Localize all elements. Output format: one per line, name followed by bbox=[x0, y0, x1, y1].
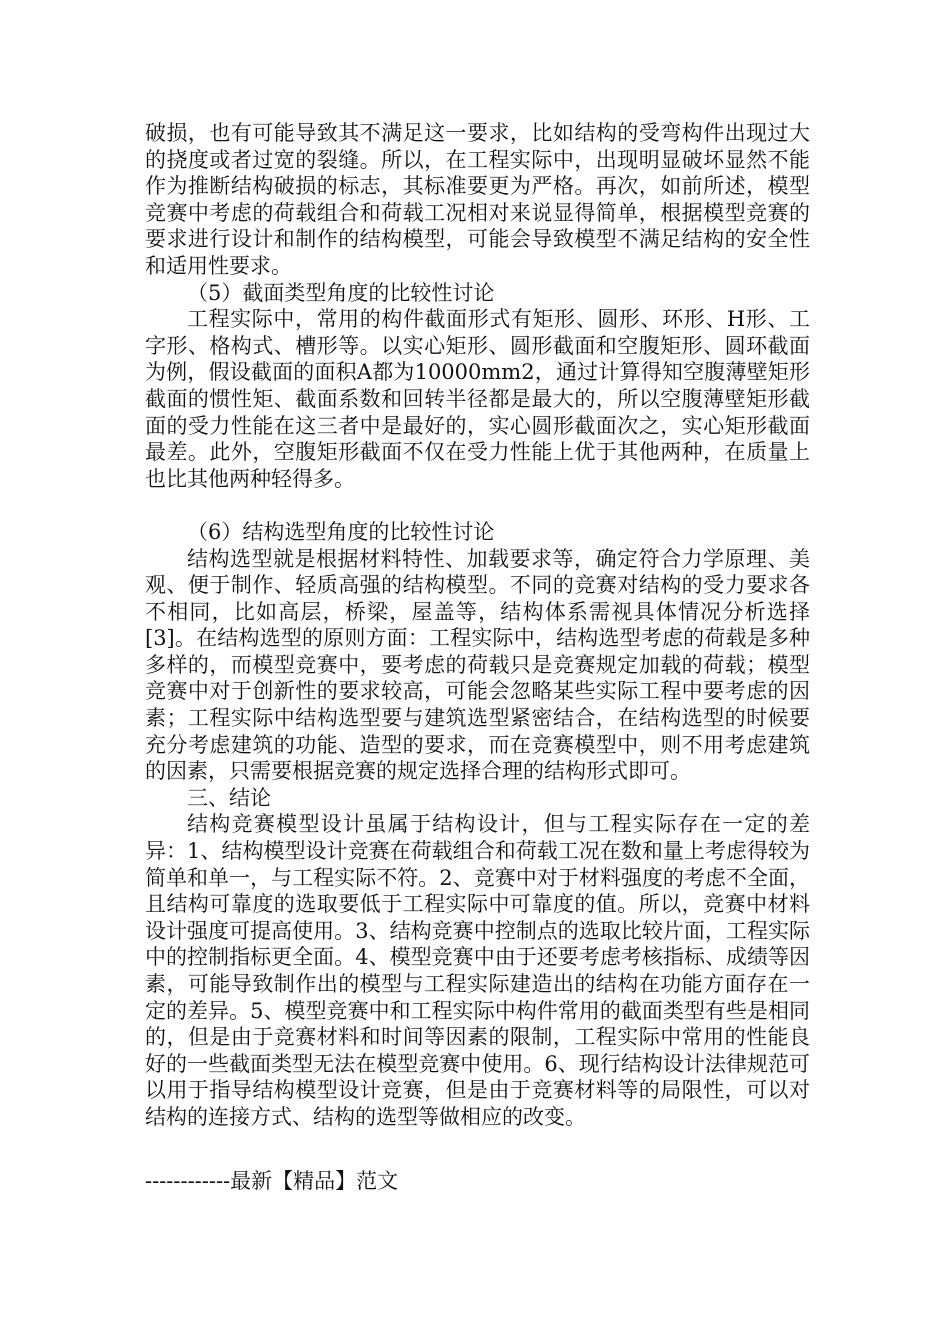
paragraph-continuation: 破损，也有可能导致其不满足这一要求，比如结构的受弯构件出现过大的挠度或者过宽的裂缝。所以，在工程实际中，出现明显破坏显然不能作为推断结构破损的标志，其标准要更为严格。再次，如前所述，模型竞赛中考虑的荷载组合和荷载工况相对来说显得简单，根据模型竞赛的要求进行设计和制作的结构模型，可能会导致模型不满足结构的安全性和适用性要求。 bbox=[145, 121, 810, 278]
section-heading-conclusion: 三、结论 bbox=[187, 785, 271, 810]
document-body bbox=[145, 120, 810, 1131]
paragraph-section-5: 工程实际中，常用的构件截面形式有矩形、圆形、环形、H形、工字形、格构式、槽形等。以实心矩形、圆形截面和空腹矩形、圆环截面为例，假设截面的面积A都为10000mm2，通过计算得知空腹薄壁矩形截面的惯性矩、截面系数和回转半径都是最大的，所以空腹薄壁矩形截面的受力性能在这三者中是最好的，实心圆形截面次之，实心矩形截面最差。此外，空腹矩形截面不仅在受力性能上优于其他两种，在质量上也比其他两种轻得多。 bbox=[145, 307, 810, 491]
section-heading-5: （5）截面类型角度的比较性讨论 bbox=[187, 280, 495, 305]
paragraph-conclusion: 结构竞赛模型设计虽属于结构设计，但与工程实际存在一定的差异：1、结构模型设计竞赛在荷载组合和荷载工况在数和量上考虑得较为简单和单一，与工程实际不符。2、竞赛中对于材料强度的考虑不全面，且结构可靠度的选取要低于工程实际中可靠度的值。所以，竞赛中材料设计强度可提高使用。3、结构竞赛中控制点的选取比较片面，工程实际中的控制指标更全面。4、模型竞赛中由于还要考虑考核指标、成绩等因素，可能导致制作出的模型与工程实际建造出的结构在功能方面存在一定的差异。5、模型竞赛中和工程实际中构件常用的截面类型有些是相同的，但是由于竞赛材料和时间等因素的限制，工程实际中常用的性能良好的一些截面类型无法在模型竞赛中使用。6、现行结构设计法律规范可以用于指导结构模型设计竞赛，但是由于竞赛材料等的局限性，可以对结构的连接方式、结构的选型等做相应的改变。 bbox=[145, 812, 810, 1129]
page-footer: ------------最新【精品】范文 bbox=[145, 1169, 399, 1193]
blank-line bbox=[145, 492, 810, 519]
paragraph-section-6: 结构选型就是根据材料特性、加载要求等，确定符合力学原理、美观、便于制作、轻质高强的结构模型。不同的竞赛对结构的受力要求各不相同，比如高层，桥梁，屋盖等，结构体系需视具体情况分析选择[3]。在结构选型的原则方面：工程实际中，结构选型考虑的荷载是多种多样的，而模型竞赛中，要考虑的荷载只是竞赛规定加载的荷载；模型竞赛中对于创新性的要求较高，可能会忽略某些实际工程中要考虑的因素；工程实际中结构选型要与建筑选型紧密结合，在结构选型的时候要充分考虑建筑的功能、造型的要求，而在竞赛模型中，则不用考虑建筑的因素，只需要根据竞赛的规定选择合理的结构形式即可。 bbox=[145, 546, 810, 784]
section-heading-6: （6）结构选型角度的比较性讨论 bbox=[187, 519, 495, 544]
